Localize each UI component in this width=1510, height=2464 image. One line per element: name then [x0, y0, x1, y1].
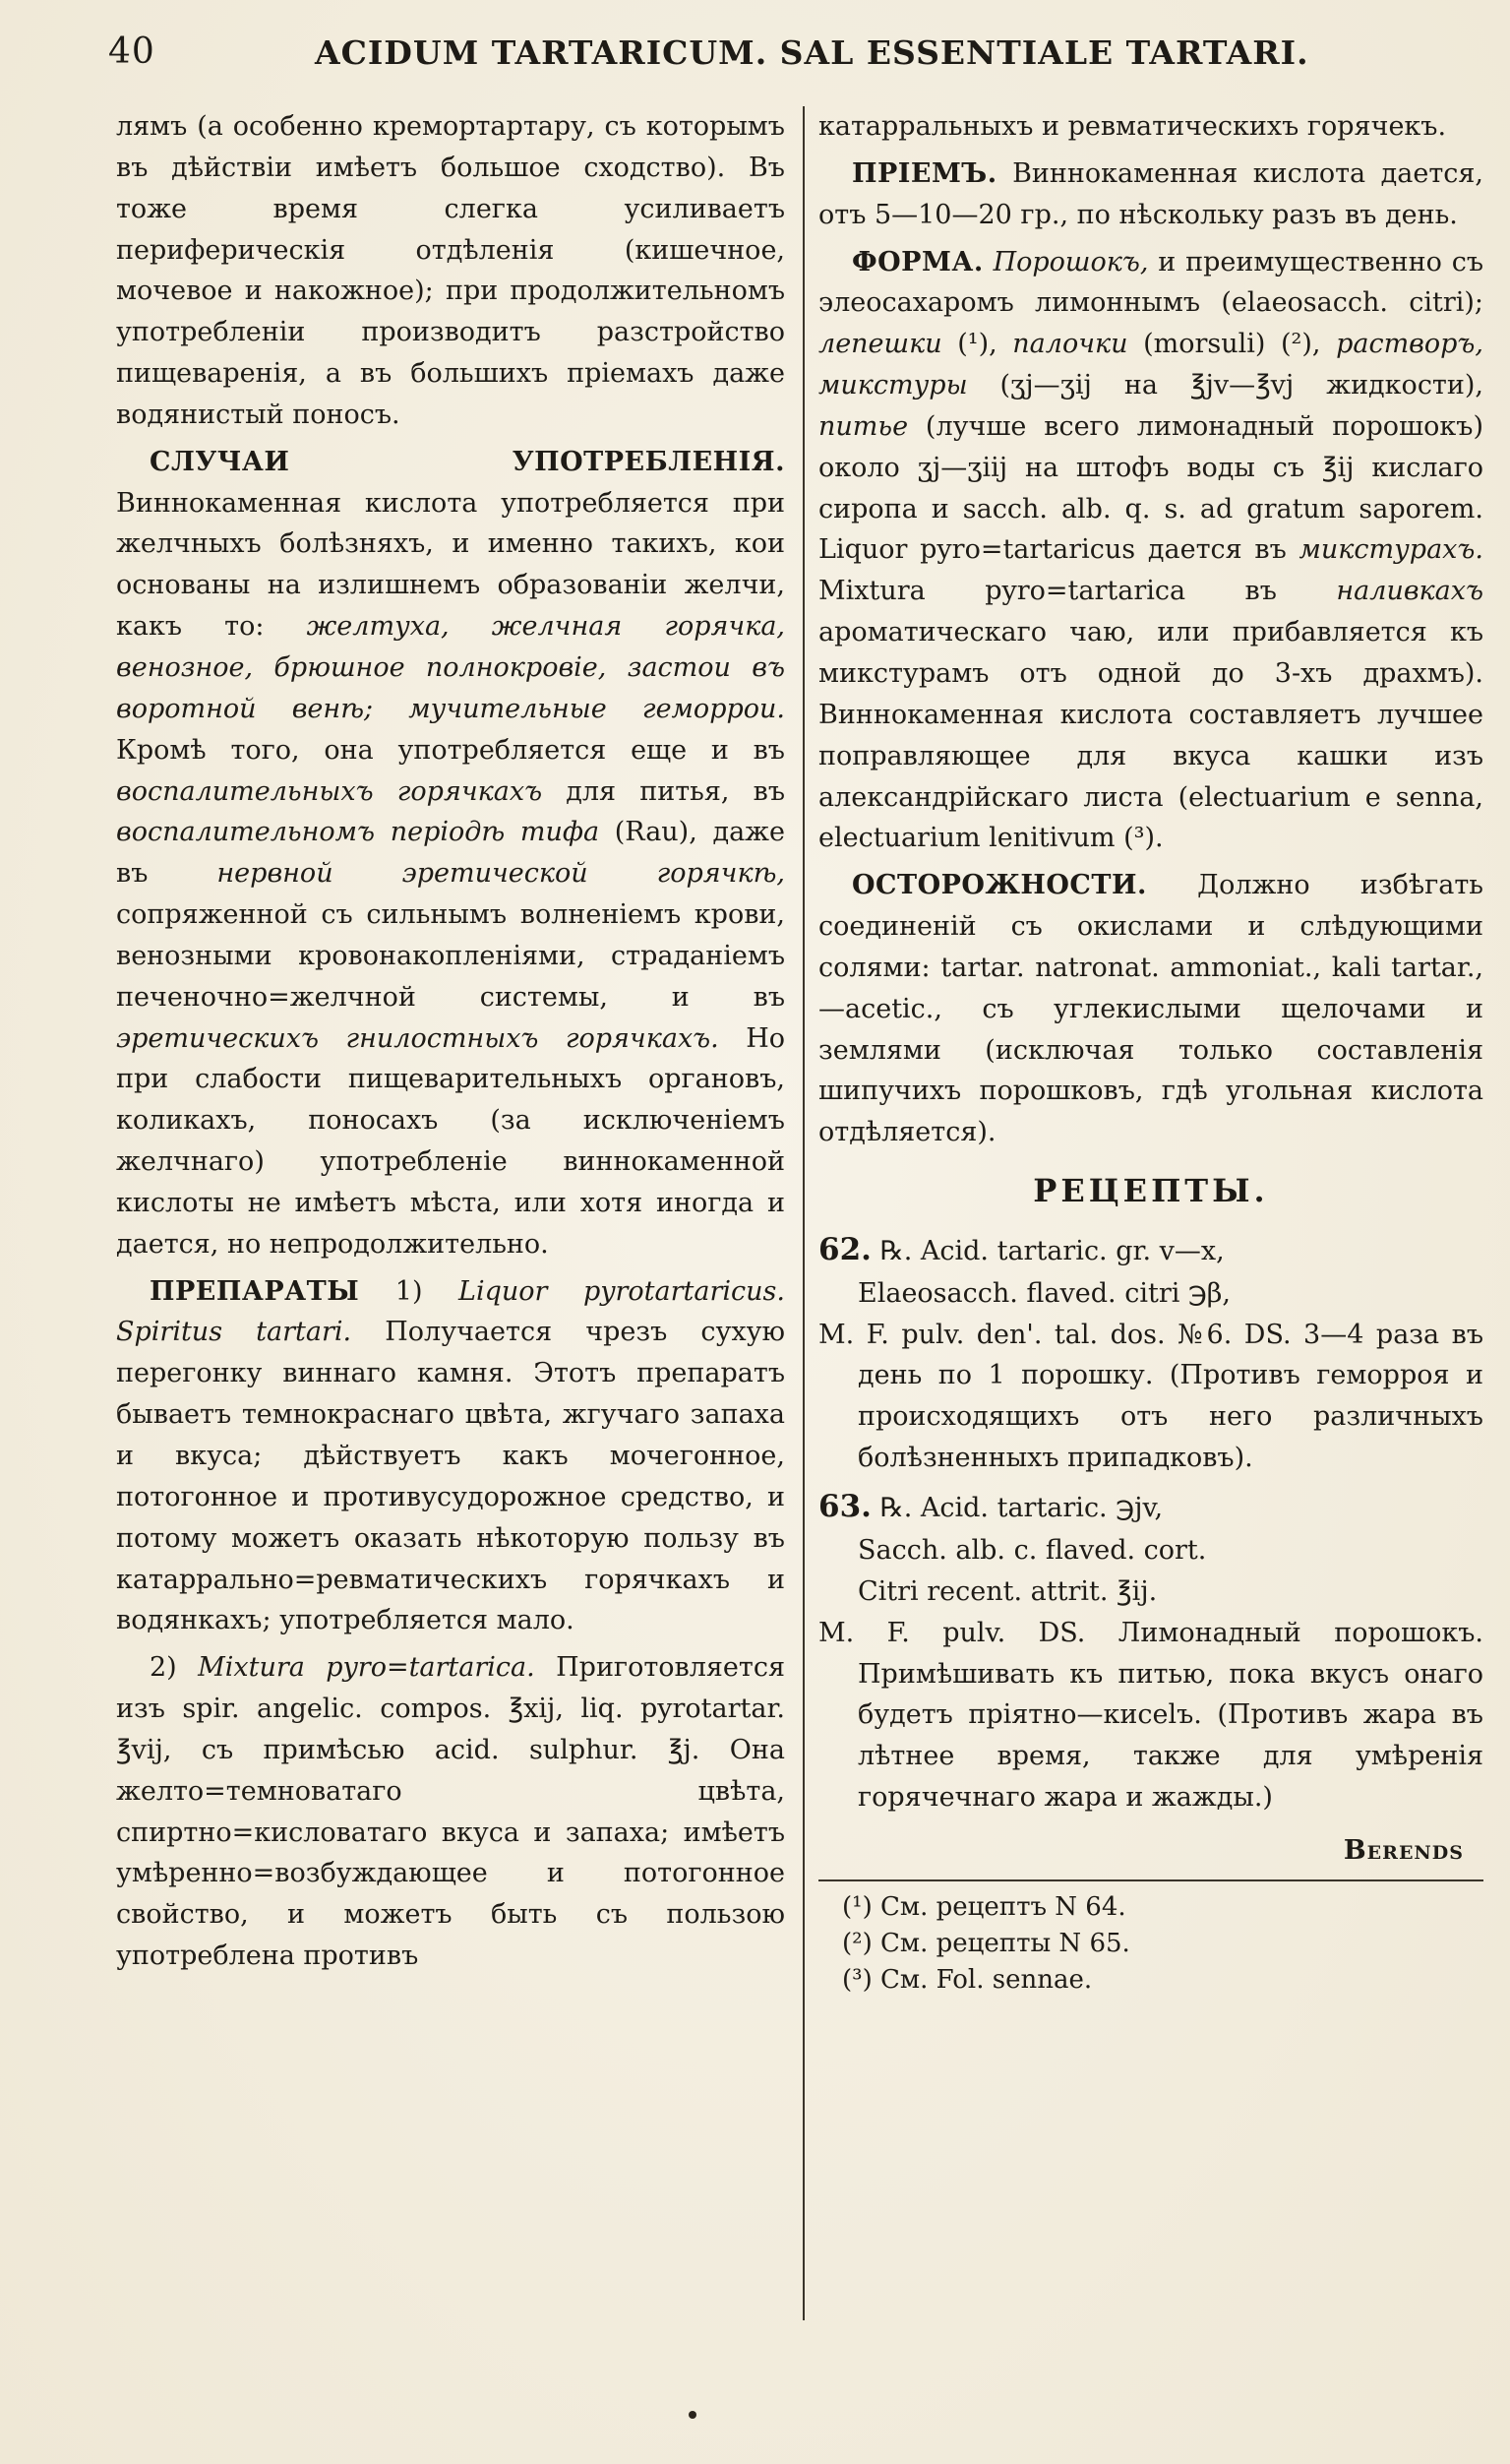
column-divider — [803, 106, 805, 2320]
footnote-3: (³) См. Fol. sennae. — [842, 1964, 1093, 1995]
italic-text: Mixtura pyro=tartarica. — [198, 1652, 535, 1684]
footnote-1: (¹) См. рецептъ N 64. — [842, 1891, 1126, 1922]
text: Кромѣ того, она употребляется еще и въ — [116, 734, 785, 766]
footnote-2: (²) См. рецепты N 65. — [842, 1928, 1130, 1958]
section-heading-indications: СЛУЧАИ УПОТРЕБЛЕНІЯ. — [150, 446, 785, 477]
left-column — [116, 106, 785, 1983]
page-header — [108, 28, 1471, 83]
paragraph-dose — [818, 154, 1483, 236]
recipe-number: 62. — [818, 1231, 872, 1267]
text: ароматическаго чаю, или прибавляется къ микстурамъ отъ одной до 3-хъ драхмъ). Виннокаменная кислота составляетъ лучшее поправляющее для вкуса кашки изъ александрійскаго листа (electuarium e senna, electuarium lenitivum (³). — [818, 617, 1483, 854]
italic-text: питье — [818, 410, 909, 442]
italic-text: растворъ, микстуры — [818, 329, 1483, 401]
text: (¹), — [941, 329, 1013, 360]
paragraph-continuation-right: катарральныхъ и ревматическихъ горячекъ. — [818, 111, 1447, 142]
footnotes — [818, 1889, 1483, 1999]
italic-text: микстурахъ. — [1299, 534, 1483, 566]
italic-text: эретическихъ гнилостныхъ горячкахъ. — [116, 1022, 719, 1054]
text: Виннокаменная кислота дается, отъ 5—10—20 гр., по нѣскольку разъ въ день. — [818, 157, 1483, 230]
recipe-line: M. F. pulv. den'. tal. dos. №6. DS. 3—4 раза въ день по 1 порошку. (Противъ геморроя и происходящихъ отъ него различныхъ болѣзненныхъ припадковъ). — [818, 1319, 1483, 1474]
section-heading-preparations: ПРЕПАРАТЫ — [150, 1275, 360, 1307]
italic-text: нервной эретической горячкѣ, — [216, 858, 786, 890]
text: (Rau), даже въ — [116, 817, 785, 890]
text: Виннокаменная кислота употребляется при желчныхъ болѣзняхъ, и именно такихъ, кои основаны на излишнемъ образованіи желчи, какъ то: — [116, 487, 785, 643]
recipe-number: 63. — [818, 1488, 872, 1524]
text: Но при слабости пищеварительныхъ органовъ, коликахъ, поносахъ (за исключеніемъ желчнаго) употребленіе виннокаменной кислоты не имѣетъ мѣста, или хотя иногда и дается, но непродолжительно. — [116, 1022, 786, 1260]
text: (ʒj—ʒij на ℥jv—℥vj жидкости), — [967, 370, 1483, 401]
italic-text: Liquor pyrotartaricus. Spiritus tartari. — [116, 1275, 785, 1348]
recipe-line — [818, 1483, 1483, 1530]
section-heading-dose: ПРІЕМЪ. — [852, 157, 997, 189]
right-column — [818, 106, 1483, 1998]
text: и преимущественно съ элеосахаромъ лимоннымъ (elaeosacch. citri); — [818, 246, 1483, 319]
recipes-heading: РЕЦЕПТЫ. — [1033, 1172, 1269, 1210]
recipe-line: Citri recent. attrit. ℥ij. — [858, 1575, 1158, 1607]
paragraph-cautions — [818, 865, 1483, 1153]
italic-text: палочки — [1012, 329, 1128, 360]
recipe-62 — [818, 1226, 1483, 1479]
text: (лучше всего лимонадный порошокъ) около ʒj—ʒiij на штофъ воды съ ℥ij кислаго сиропа и sacch. alb. q. s. ad gratum saporem. Liquor pyro=tartaricus дается въ — [818, 410, 1483, 566]
running-title: ACIDUM TARTARICUM. SAL ESSENTIALE TARTARI. — [315, 33, 1309, 72]
text: Должно избѣгать соединеній съ окислами и слѣдующими солями: tartar. natronat. ammoniat., kali tartar.,—acetic., съ углекислыми щелочами и землями (исключая только составленія шипучихъ порошковъ, гдѣ угольная кислота отдѣляется). — [818, 870, 1483, 1148]
text: Получается чрезъ сухую перегонку виннаго камня. Этотъ препаратъ бываетъ темнокраснаго цвѣта, жгучаго запаха и вкуса; дѣйствуетъ какъ мочегонное, потогонное и противусудорожное средство, и потому можетъ оказать нѣкоторую пользу въ катаррально=ревматическихъ горячкахъ и водянкахъ; употребляется мало. — [116, 1317, 785, 1636]
page-number: 40 — [108, 31, 155, 72]
italic-text: воспалительныхъ горячкахъ — [116, 775, 543, 807]
italic-text: лепешки — [818, 329, 942, 360]
recipe-line: Sacch. alb. c. flaved. cort. — [858, 1535, 1207, 1566]
paragraph-preparations — [116, 1271, 785, 1642]
author-attribution: Berends — [1343, 1834, 1464, 1866]
text: 2) — [150, 1652, 199, 1684]
italic-text: Порошокъ, — [993, 246, 1149, 277]
section-heading-form: ФОРМА. — [852, 246, 984, 277]
text: для питья, въ — [542, 775, 785, 807]
paragraph-form — [818, 242, 1483, 860]
text: (morsuli) (²), — [1127, 329, 1337, 360]
text: Приготовляется изъ spir. angelic. compos. ℥xij, liq. pyrotartar. ℥vij, съ примѣсью acid. sulphur. ℥j. Она желто=темноватаго цвѣта, спиртно=кисловатаго вкуса и запаха; имѣетъ умѣренно=возбуждающее и потогонное свойство, и можетъ быть съ пользою употреблена противъ — [116, 1652, 785, 1972]
recipe-line: M. F. pulv. DS. Лимонадный порошокъ. Примѣшивать къ питью, пока вкусъ онаго будетъ пріятно—кисelъ. (Противъ жара въ лѣтнее время, также для умѣренія горячечнаго жара и жажды.) — [818, 1617, 1483, 1814]
recipe-line — [818, 1226, 1483, 1273]
recipe-63 — [818, 1483, 1483, 1818]
italic-text: воспалительномъ періодѣ тифа — [116, 817, 600, 848]
footnote-rule — [818, 1879, 1483, 1881]
print-mark — [689, 2411, 696, 2419]
paragraph-continuation: лямъ (а особенно кремортартару, съ которымъ въ дѣйствіи имѣетъ большое сходство). Въ тоже время слегка усиливаетъ периферическія отдѣленія (кишечное, мочевое и накожное); при продолжительномъ употребленіи производитъ разстройство пищеваренія, а въ большихъ пріемахъ даже водянистый поносъ. — [116, 111, 785, 430]
italic-text: наливкахъ — [1336, 576, 1483, 607]
text: ℞. Acid. tartaric. ℈jv, — [871, 1492, 1164, 1523]
text: сопряженной съ сильнымъ волненіемъ крови, венозными кровонакопленіями, страданіемъ печеночно=желчной системы, и въ — [116, 899, 785, 1013]
section-heading-cautions: ОСТОРОЖНОСТИ. — [852, 870, 1147, 901]
text: 1) — [359, 1275, 459, 1307]
italic-text: желтуха, желчная горячка, венозное, брюшное полнокровіе, застои въ воротной венѣ; мучительные геморрои. — [116, 611, 786, 724]
text: ℞. Acid. tartaric. gr. v—x, — [871, 1235, 1225, 1266]
paragraph-mixtura — [116, 1647, 785, 1977]
paragraph-indications — [116, 442, 785, 1265]
recipe-line: Elaeosacch. flaved. citri ℈β, — [858, 1277, 1231, 1309]
text: Mixtura pyro=tartarica въ — [818, 576, 1337, 607]
